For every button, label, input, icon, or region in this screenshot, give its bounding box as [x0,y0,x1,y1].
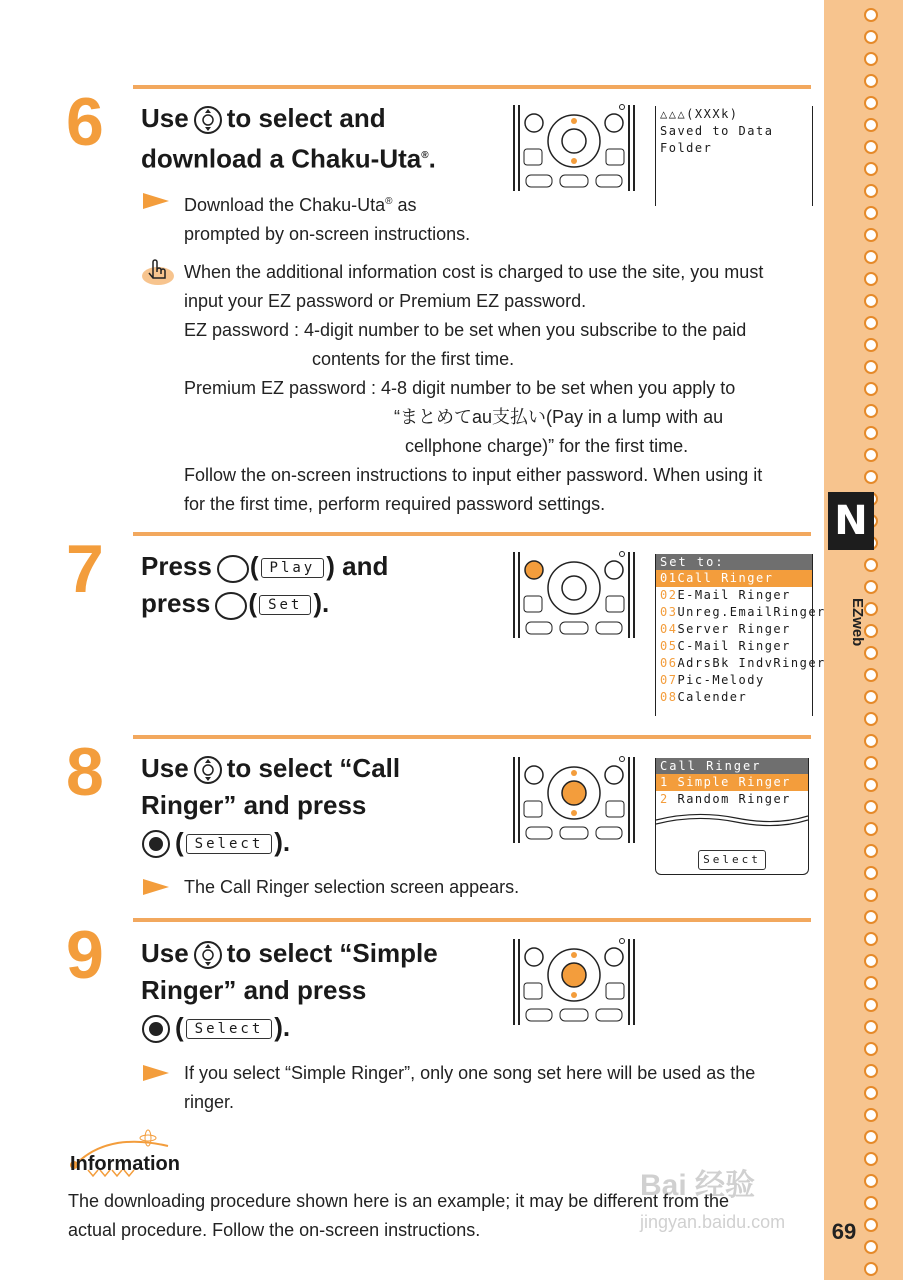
menu-item: 07Pic-Melody [660,673,765,687]
step-number: 6 [66,84,104,160]
binder-ring [864,1152,878,1166]
phone-screen: △△△(XXXk) Saved to Data Folder [655,106,813,206]
menu-item: 01Call Ringer [656,570,812,587]
binder-ring [864,206,878,220]
left-soft-key-icon [216,553,246,583]
binder-ring [864,404,878,418]
binder-ring [864,74,878,88]
menu-item: 06AdrsBk IndvRinger [660,656,826,670]
binder-ring [864,800,878,814]
call-ringer-screen: Call Ringer 1 Simple Ringer 2 Random Ringer Select [655,758,809,875]
navigation-key-icon [193,940,223,970]
center-key-icon [141,1014,171,1044]
step-8-title: Use to select “Call Ringer” and press ( Select ). [141,750,400,861]
binder-ring [864,1262,878,1276]
information-body: The downloading procedure shown here is an example; it may be different from the actual procedure. Follow the on-screen instructions. [68,1191,730,1240]
binder-ring [864,888,878,902]
binder-ring [864,844,878,858]
set-softkey-label: Set [259,595,311,615]
step-number: 9 [66,917,104,993]
binder-ring [864,470,878,484]
binder-ring [864,602,878,616]
binder-ring [864,1218,878,1232]
chapter-label: EZweb [849,598,866,647]
binder-ring [864,822,878,836]
binder-ring [864,1042,878,1056]
binder-ring [864,272,878,286]
binder-ring [864,184,878,198]
binder-ring [864,228,878,242]
phone-keypad [510,103,638,198]
binder-ring [864,866,878,880]
hand-note-icon [140,254,176,291]
select-softkey-label: Select [186,1019,273,1039]
step-number: 8 [66,734,104,810]
binder-ring [864,426,878,440]
step-6-bullet: Download the Chaku-Uta® as prompted by on-screen instructions. [184,195,471,244]
step-8-bullet: The Call Ringer selection screen appears. [184,877,520,897]
binder-ring [864,338,878,352]
menu-item: 04Server Ringer [660,622,791,636]
binder-ring [864,294,878,308]
menu-item: 08Calender [660,690,748,704]
navigation-key-icon [193,105,223,135]
select-softkey-label: Select [186,834,273,854]
binder-ring [864,118,878,132]
step-9-title: Use to select “Simple Ringer” and press ( Select ). [141,935,438,1046]
binder-ring [864,1108,878,1122]
binder-ring [864,1064,878,1078]
binder-ring [864,624,878,638]
menu-item: 1 Simple Ringer [656,774,808,791]
binder-ring [864,558,878,572]
bullet-arrow-icon [143,1065,169,1081]
step-number: 7 [66,531,104,607]
binder-ring [864,1020,878,1034]
information-title: Information [70,1153,180,1175]
binder-ring [864,932,878,946]
phone-keypad [510,755,638,850]
binder-ring [864,140,878,154]
binder-ring [864,690,878,704]
binder-ring [864,712,878,726]
step-divider [133,918,811,922]
binder-ring [864,8,878,22]
binder-ring [864,448,878,462]
binder-ring [864,954,878,968]
step-9-bullet: If you select “Simple Ringer”, only one song set here will be used as the ringer. [184,1063,756,1112]
bullet-arrow-icon [143,879,169,895]
step-6-note: When the additional information cost is charged to use the site, you must input your EZ password or Premium EZ password. EZ password : 4-digit number to be set when you subscribe to the paid contents for the first time. Premium EZ password : 4-8 digit number to be set when you apply to “まとめてau支払い(Pay in a lump with au cellphone charge)” for the first time. Follow the on-screen instructions to input either password. When using it for the first time, perform required password settings. [184,262,764,514]
binder-ring [864,668,878,682]
binder-ring [864,30,878,44]
binder-ring [864,1130,878,1144]
binder-ring [864,756,878,770]
left-soft-key-icon [214,590,244,620]
bullet-arrow-icon [143,193,169,209]
step-divider [133,85,811,89]
step-6-title: Use to select and download a Chaku-Uta®. [141,103,436,174]
select-softkey-label: Select [698,850,766,870]
binder-ring [864,162,878,176]
watermark: Bai 经验 [640,1169,756,1202]
binder-ring [864,250,878,264]
binder-ring [864,910,878,924]
binder-ring [864,734,878,748]
binder-ring [864,646,878,660]
binder-ring [864,96,878,110]
chapter-letter: N [828,492,874,550]
binder-ring [864,52,878,66]
binder-ring [864,1174,878,1188]
play-softkey-label: Play [261,558,325,578]
step-divider [133,735,811,739]
step-divider [133,532,811,536]
menu-item: 03Unreg.EmailRinger [660,605,826,619]
menu-item: 2 Random Ringer [660,792,791,806]
set-to-screen: Set to: 01Call Ringer 02E-Mail Ringer 03Unreg.EmailRinger 04Server Ringer 05C-Mail Ringer 06AdrsBk IndvRinger 07Pic-Melody 08Calender [655,554,813,716]
binder-ring [864,360,878,374]
watermark-url: jingyan.baidu.com [640,1212,786,1232]
step-7-title: Press ( Play ) and press ( Set ). [141,548,388,622]
center-key-icon [141,829,171,859]
phone-keypad [510,937,638,1032]
page-number: 69 [831,1219,857,1244]
binder-ring [864,1240,878,1254]
menu-item: 02E-Mail Ringer [660,588,791,602]
binder-ring [864,580,878,594]
binder-ring [864,316,878,330]
binder-ring [864,1086,878,1100]
binder-ring [864,382,878,396]
menu-item: 05C-Mail Ringer [660,639,791,653]
binder-ring [864,1196,878,1210]
binder-ring [864,998,878,1012]
phone-keypad [510,550,638,645]
binder-ring [864,976,878,990]
navigation-key-icon [193,755,223,785]
binder-ring [864,778,878,792]
